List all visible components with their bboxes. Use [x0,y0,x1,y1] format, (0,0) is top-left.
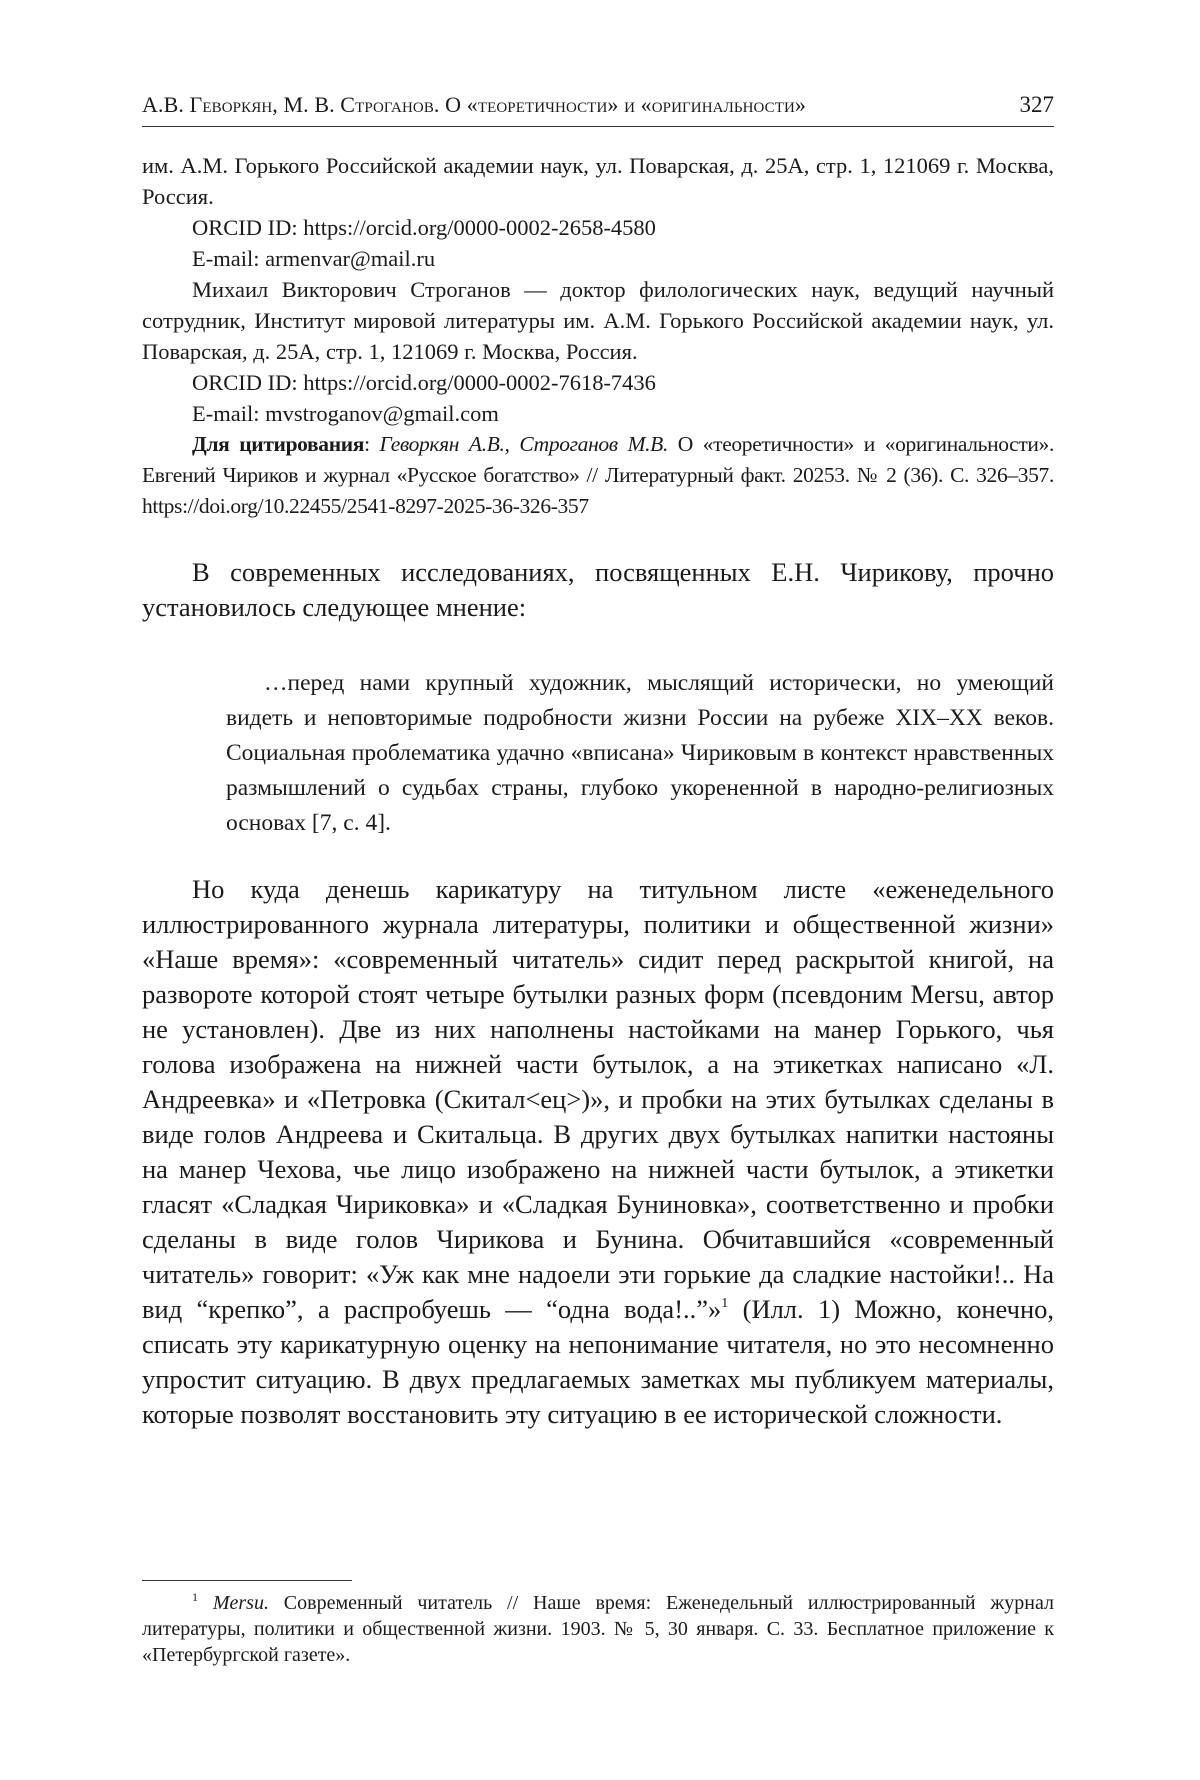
author-2-info: Михаил Викторович Строганов — доктор филологических наук, ведущий научный сотрудник, Институт мировой литературы им. А.М. Горького Российской академии наук, ул. Поварская, д. 25А, стр. 1, 121069 г. Москва, Россия. [142,277,1054,364]
footnote-number: 1 [192,1590,198,1604]
footnote-reference: 1 [721,1296,729,1311]
author-info-block [142,150,1054,522]
page-number: 327 [1019,92,1054,117]
main-paragraph [142,872,1054,1432]
citation-separator: : [364,432,380,456]
affiliation-continued: им. А.М. Горького Российской академии наук, ул. Поварская, д. 25А, стр. 1, 121069 г. Москва, Россия. [142,153,1054,209]
email-2: E-mail: mvstroganov@gmail.com [192,401,499,426]
email-1: E-mail: armenvar@mail.ru [192,246,436,271]
footnote [142,1590,1054,1668]
citation [142,429,1054,522]
citation-text: О «теоретичности» и «оригинальности». Евгений Чириков и журнал «Русское богатство» // Литературный факт. 20253. № 2 (36). С. 326–357. https://doi.org/10.22455/2541-8297-2025-36-326-357 [142,432,1054,518]
main-text-part-2: (Илл. 1) Можно, конечно, списать эту карикатурную оценку на непонимание читателя, но это несомненно упростит ситуацию. В двух предлагаемых заметках мы публикуем материалы, которые позволят восстановить эту ситуацию в ее исторической сложности. [142,1294,1055,1429]
orcid-1: ORCID ID: https://orcid.org/0000-0002-2658-4580 [192,215,656,240]
footnote-author: Mersu. [212,1592,269,1614]
running-title: А.В. Геворкян, М. В. Строганов. О «теоретичности» и «оригинальности» [142,92,807,117]
footnote-text: Современный читатель // Наше время: Еженедельный иллюстрированный журнал литературы, политики и общественной жизни. 1903. № 5, 30 января. С. 33. Бесплатное приложение к «Петербургской газете». [142,1592,1054,1666]
running-header [142,86,1054,127]
page [142,0,1054,1780]
orcid-2: ORCID ID: https://orcid.org/0000-0002-7618-7436 [192,370,656,395]
block-quote: …перед нами крупный художник, мыслящий исторически, но умеющий видеть и неповторимые подробности жизни России на рубеже XIX–XX веков. Социальная проблематика удачно «вписана» Чириковым в контекст нравственных размышлений о судьбах страны, глубоко укорененной в народно-религиозных основах [7, с. 4]. [226,670,1054,836]
main-text-part-1: Но куда денешь карикатуру на титульном листе «еженедельного иллюстрированного журнала литературы, политики и общественной жизни» «Наше время»: «современный читатель» сидит перед раскрытой книгой, на развороте которой стоят четыре бутылки разных форм (псевдоним Mersu, автор не установлен). Две из них наполнены настойками на манер Горького, чья голова изображена на нижней части бутылок, а на этикетках написано «Л. Андреевка» и «Петровка (Скитал<ец>)», и пробки на этих бутылках сделаны в виде голов Андреева и Скитальца. В других двух бутылках напитки настояны на манер Чехова, чье лицо изображено на нижней части бутылок, а этикетки гласят «Сладкая Чириковка» и «Сладкая Буниновка», соответственно и пробки сделаны в виде голов Чирикова и Бунина. Обчитавшийся «современный читатель» говорит: «Уж как мне надоели эти горькие да сладкие настойки!.. На вид “крепко”, а распробуешь — “одна вода!..”» [142,874,1054,1324]
footnote-divider [142,1580,352,1581]
citation-label: Для цитирования [192,432,365,456]
intro-paragraph: В современных исследованиях, посвященных Е.Н. Чирикову, прочно установилось следующее мнение: [142,557,1054,622]
citation-authors: Геворкян А.В., Строганов М.В. [379,432,668,456]
